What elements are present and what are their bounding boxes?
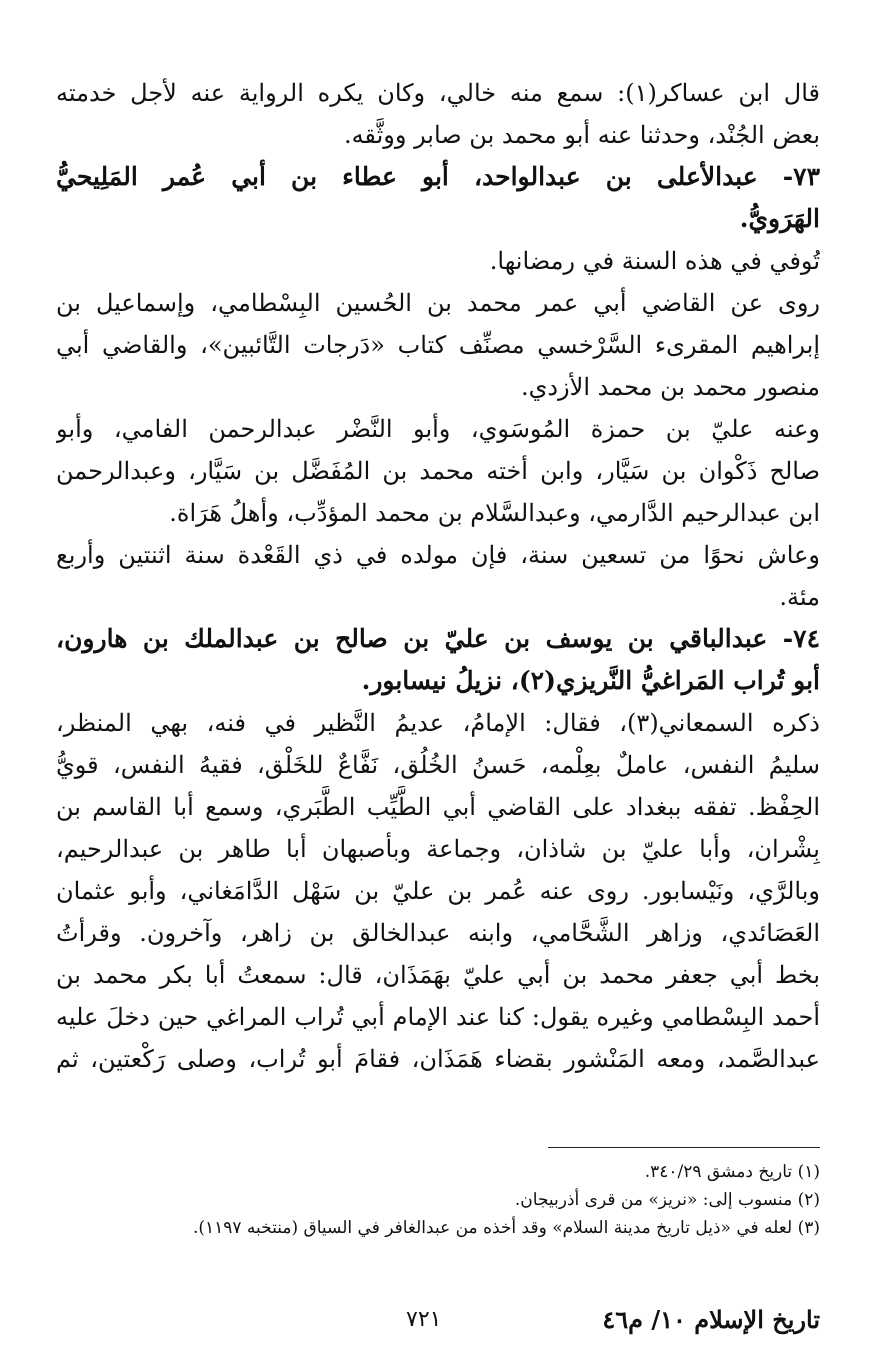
- text-line: تُوفي في هذه السنة في رمضانها.: [489, 247, 820, 275]
- text-line: العَصَائدي، وزاهر الشَّحَّامي، وابنه عبدالخالق بن زاهر، وآخرون. وقرأتُ: [56, 919, 820, 947]
- footnotes: [56, 1158, 820, 1242]
- text-line: روى عن القاضي أبي عمر محمد بن الحُسين البِسْطامي، وإسماعيل بن: [56, 289, 820, 317]
- footnote-2: (٢) منسوب إلى: «نريز» من قرى أذربيجان.: [514, 1190, 820, 1210]
- text-line: مئة.: [779, 583, 820, 611]
- text-line: سليمُ النفس، عاملٌ بعِلْمه، حَسنُ الخُلُق، نَفَّاعٌ للخَلْق، فقيهُ النفس، قويُّ: [56, 751, 820, 779]
- page-footer: [56, 1300, 820, 1340]
- text-line: وبالرَّي، ونَيْسابور. روى عنه عُمر بن عليّ بن سَهْل الدَّامَغاني، وأبو عثمان: [56, 877, 820, 905]
- text-line: أحمد البِسْطامي وغيره يقول: كنا عند الإمام أبي تُراب المراغي حين دخلَ عليه: [56, 1003, 820, 1031]
- text-line: منصور محمد بن محمد الأزدي.: [520, 373, 820, 401]
- entry-heading-73-cont: الهَرَويُّ.: [739, 204, 820, 233]
- entry-heading-73: ٧٣- عبدالأعلى بن عبدالواحد، أبو عطاء بن أبي عُمر المَلِيحيُّ: [56, 162, 820, 191]
- text-line: بِشْران، وأبا عليّ بن شاذان، وجماعة وبأصبهان أبا طاهر بن عبدالرحيم،: [56, 835, 820, 863]
- text-line: الحِفْظ. تفقه ببغداد على القاضي أبي الطَّيِّب الطَّبَري، وسمع أبا القاسم بن: [56, 793, 820, 821]
- footnote-3: (٣) لعله في «ذيل تاريخ مدينة السلام» وقد أخذه من عبدالغافر في السياق (منتخبه ١١٩٧).: [192, 1218, 820, 1238]
- text-line: ابن عبدالرحيم الدَّارمي، وعبدالسَّلام بن محمد المؤدِّب، وأهلُ هَرَاة.: [169, 499, 820, 527]
- entry-heading-74: ٧٤- عبدالباقي بن يوسف بن عليّ بن صالح بن عبدالملك بن هارون،: [56, 624, 820, 653]
- text-line: صالح ذَكْوان بن سَيَّار، وابن أخته محمد بن المُفَضَّل بن سَيَّار، وعبدالرحمن: [56, 457, 820, 485]
- text-line: عبدالصَّمد، ومعه المَنْشور بقضاء هَمَذَان، فقامَ أبو تُراب، وصلى رَكْعتين، ثم: [56, 1045, 820, 1073]
- text-line: بخط أبي جعفر محمد بن أبي عليّ بهَمَذَان، قال: سمعتُ أبا بكر محمد بن: [56, 961, 820, 989]
- text-line: وعنه عليّ بن حمزة المُوسَوي، وأبو النَّضْر عبدالرحمن الفامي، وأبو: [56, 415, 820, 443]
- footnote-1: (١) تاريخ دمشق ٣٤٠/٢٩.: [644, 1162, 820, 1182]
- text-line: ذكره السمعاني(٣)، فقال: الإمامُ، عديمُ النَّظير في فنه، بهي المنظر،: [56, 709, 820, 737]
- footer-book-title: تاريخ الإسلام ١٠/ م٤٦: [602, 1305, 820, 1334]
- text-line: وعاش نحوًا من تسعين سنة، فإن مولده في ذي القَعْدة سنة اثنتين وأربع: [56, 541, 820, 569]
- entry-heading-74-cont: أبو تُراب المَراغيُّ النَّريزي(٢)، نزيلُ نيسابور.: [361, 666, 820, 695]
- text-line: إبراهيم المقرىء السَّرْخسي مصنِّف كتاب «دَرجات التَّائبين»، والقاضي أبي: [56, 331, 820, 359]
- footnote-divider: [548, 1147, 820, 1148]
- text-line: بعض الجُنْد، وحدثنا عنه أبو محمد بن صابر ووثَّقه.: [343, 121, 820, 149]
- main-text: [56, 72, 820, 1080]
- text-line: قال ابن عساكر(١): سمع منه خالي، وكان يكره الرواية عنه لأجل خدمته: [56, 79, 820, 107]
- page-number: ٧٢١: [406, 1307, 442, 1332]
